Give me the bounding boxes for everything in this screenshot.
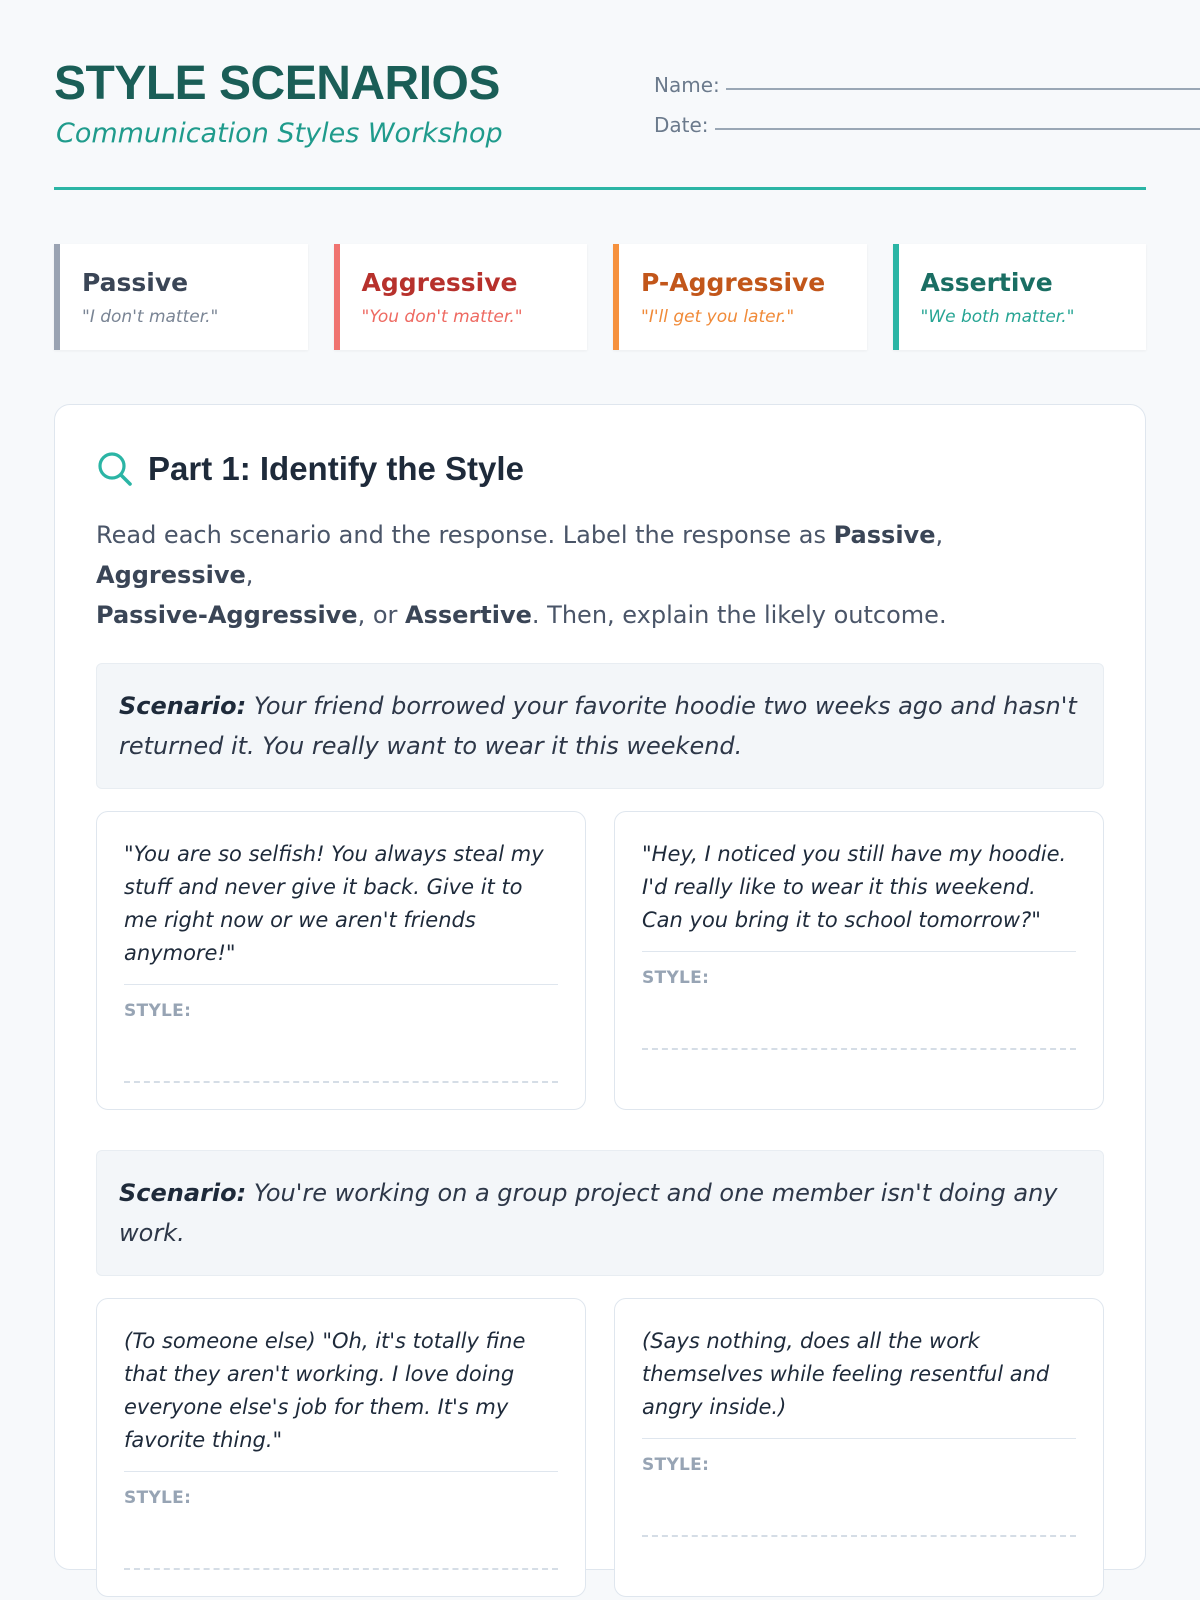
section-title: Part 1: Identify the Style <box>148 450 524 487</box>
search-icon <box>96 450 134 488</box>
legend-quote: "You don't matter." <box>361 307 523 327</box>
part-1-section <box>54 404 1146 1570</box>
style-answer-line[interactable] <box>124 1568 558 1570</box>
section-header <box>96 445 1104 493</box>
style-label: STYLE: <box>642 968 710 988</box>
response-text: (To someone else) "Oh, it's totally fine that they aren't working. I love doing everyone else's job for them. It's my favorite thing." <box>124 1325 558 1472</box>
date-input-line[interactable] <box>715 128 1200 130</box>
instr-text: Read each scenario and the response. Label the response as <box>96 521 834 549</box>
style-answer-line[interactable] <box>642 1048 1076 1050</box>
response-text: "You are so selfish! You always steal my stuff and never give it back. Give it to me right now or we aren't friends anymore!" <box>124 838 558 985</box>
response-card <box>96 1298 586 1597</box>
instr-text: , or <box>357 601 406 629</box>
style-term-aggressive: Aggressive <box>96 561 246 589</box>
legend-name: Assertive <box>920 268 1053 297</box>
style-term-assertive: Assertive <box>405 601 532 629</box>
legend-quote: "We both matter." <box>920 307 1075 327</box>
legend-card-p-aggressive <box>613 244 867 350</box>
style-answer-line[interactable] <box>124 1081 558 1083</box>
scenario-label: Scenario: <box>119 1179 247 1207</box>
instr-text: , <box>245 561 254 589</box>
name-field[interactable] <box>654 73 1200 97</box>
style-label: STYLE: <box>124 1488 192 1508</box>
instr-text: . Then, explain the likely outcome. <box>531 601 947 629</box>
name-label: Name: <box>654 73 720 97</box>
header <box>54 0 1146 190</box>
page-subtitle: Communication Styles Workshop <box>56 118 503 149</box>
scenario-box <box>96 1150 1104 1276</box>
style-term-passive-aggressive: Passive-Aggressive <box>96 601 358 629</box>
legend-card-assertive <box>893 244 1147 350</box>
name-input-line[interactable] <box>726 88 1200 90</box>
response-card <box>96 811 586 1110</box>
response-card <box>614 811 1104 1110</box>
responses-row <box>96 811 1104 1110</box>
legend-name: Passive <box>82 268 189 297</box>
scenario-label: Scenario: <box>119 692 247 720</box>
style-label: STYLE: <box>124 1001 192 1021</box>
scenario-box <box>96 663 1104 789</box>
response-card <box>614 1298 1104 1597</box>
instr-text: , <box>935 521 944 549</box>
instructions <box>96 515 1104 635</box>
style-answer-line[interactable] <box>642 1535 1076 1537</box>
legend-quote: "I don't matter." <box>82 307 219 327</box>
scenario-text: You're working on a group project and one member isn't doing any work. <box>119 1179 1058 1247</box>
scenario-text: Your friend borrowed your favorite hoodie two weeks ago and hasn't returned it. You really want to wear it this weekend. <box>119 692 1077 760</box>
legend-quote: "I'll get you later." <box>641 307 795 327</box>
legend-name: Aggressive <box>361 268 518 297</box>
legend-name: P-Aggressive <box>641 268 826 297</box>
page-title: STYLE SCENARIOS <box>54 57 500 110</box>
style-term-passive: Passive <box>833 521 936 549</box>
date-field[interactable] <box>654 113 1200 137</box>
legend-card-passive <box>54 244 308 350</box>
style-label: STYLE: <box>642 1455 710 1475</box>
date-label: Date: <box>654 113 709 137</box>
style-legend <box>54 244 1146 350</box>
response-text: (Says nothing, does all the work themselves while feeling resentful and angry inside.) <box>642 1325 1076 1439</box>
response-text: "Hey, I noticed you still have my hoodie. I'd really like to wear it this weekend. Can you bring it to school tomorrow?" <box>642 838 1076 952</box>
legend-card-aggressive <box>334 244 588 350</box>
responses-row <box>96 1298 1104 1597</box>
